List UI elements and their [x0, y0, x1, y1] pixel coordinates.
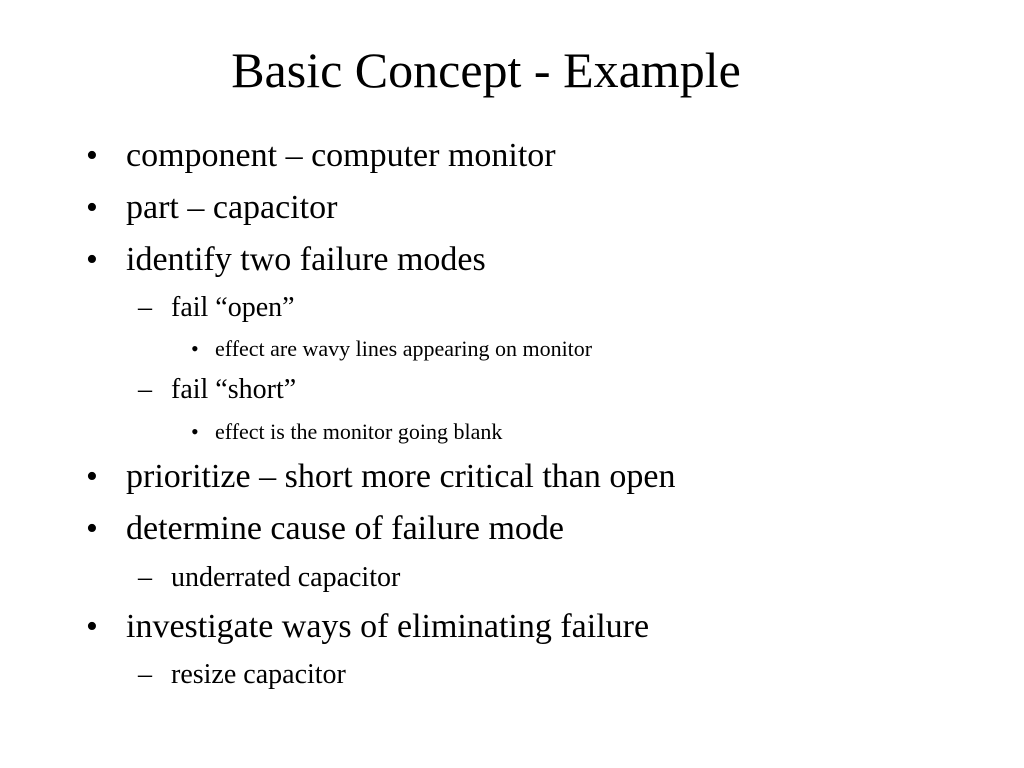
dash-marker: –: [138, 374, 152, 405]
sub-bullet-text: resize capacitor: [171, 659, 346, 690]
sub-sub-bullet-text: effect is the monitor going blank: [215, 419, 503, 444]
bullet-text: component – computer monitor: [126, 137, 556, 174]
bullet-text: determine cause of failure mode: [126, 510, 565, 547]
sub-bullet-text: fail “open”: [171, 292, 295, 323]
sub-bullet-text: fail “short”: [171, 374, 297, 405]
bullet-marker: •: [86, 608, 98, 645]
bullet-marker: •: [86, 189, 98, 226]
bullet-marker: •: [191, 419, 199, 444]
dash-marker: –: [138, 562, 152, 593]
bullet-marker: •: [86, 137, 98, 174]
slide-title: Basic Concept - Example: [231, 42, 741, 98]
bullet-text: prioritize – short more critical than open: [126, 458, 676, 495]
bullet-marker: •: [86, 510, 98, 547]
sub-sub-bullet-text: effect are wavy lines appearing on monitor: [215, 336, 593, 361]
bullet-marker: •: [86, 458, 98, 495]
bullet-marker: •: [86, 241, 98, 278]
bullet-text: part – capacitor: [126, 189, 338, 226]
bullet-text: identify two failure modes: [126, 241, 486, 278]
bullet-text: investigate ways of eliminating failure: [126, 608, 650, 645]
bullet-marker: •: [191, 336, 199, 361]
dash-marker: –: [138, 659, 152, 690]
dash-marker: –: [138, 292, 152, 323]
sub-bullet-text: underrated capacitor: [171, 562, 401, 593]
